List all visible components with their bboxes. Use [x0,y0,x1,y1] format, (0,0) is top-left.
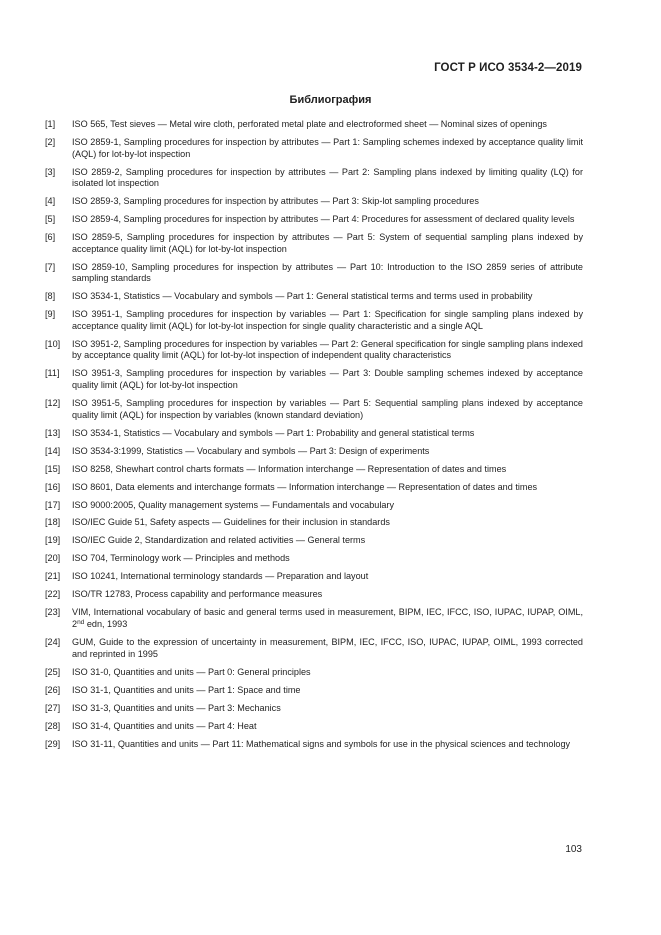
bibliography-entry [45,482,583,494]
entry-text [72,262,583,285]
entry-number: [19] [45,535,61,546]
bibliography-entry [45,214,583,226]
entry-superscript: nd [77,619,85,626]
entry-number: [25] [45,666,61,677]
entry-text-main: GUM, Guide to the expression of uncertainty in measurement, BIPM, IEC, IFCC, ISO, IUPAC, IUPAP, OIML, 1993 corrected and reprinted in 1995 [72,636,583,659]
entry-number: [3] [45,166,56,177]
entry-text [72,667,583,679]
entry-text-main: ISO 2859-10, Sampling procedures for inspection by attributes — Part 10: Introduction to the ISO 2859 series of attribute sampling standards [72,261,583,284]
bibliography-entry [45,721,583,733]
entry-number: [26] [45,684,61,695]
entry-text-main: ISO 9000:2005, Quality management systems — Fundamentals and vocabulary [72,499,394,510]
entry-text-main: VIM, International vocabulary of basic and general terms used in measurement, BIPM, IEC, IFCC, ISO, IUPAC, IUPAP, OIML, 2 [72,607,583,629]
entry-text [72,535,583,547]
entry-number: [27] [45,702,61,713]
entry-text-main: ISO 2859-3, Sampling procedures for inspection by attributes — Part 3: Skip-lot sampling procedures [72,196,479,207]
entry-text [72,553,583,565]
entry-number: [7] [45,261,56,272]
entry-text [72,196,583,208]
entry-text [72,446,583,458]
entry-text [72,482,583,494]
entry-text-main: ISO 3951-2, Sampling procedures for inspection by variables — Part 2: General specification for single sampling plans indexed by acceptance quality limit (AQL) for lot-by-lot inspection of independent quality characteristics [72,338,583,361]
entry-number: [22] [45,589,61,600]
entry-text [72,291,583,303]
entry-number: [17] [45,499,61,510]
document-code-header: ГОСТ Р ИСО 3534-2—2019 [434,62,582,74]
entry-number: [5] [45,214,56,225]
entry-number: [2] [45,136,56,147]
entry-text-main: ISO 31-3, Quantities and units — Part 3: Mechanics [72,702,281,713]
bibliography-entry [45,571,583,583]
bibliography-entry [45,685,583,697]
entry-number: [10] [45,338,61,349]
bibliography-entry [45,446,583,458]
entry-text [72,517,583,529]
entry-text-main: ISO 31-11, Quantities and units — Part 11: Mathematical signs and symbols for use in the physical sciences and technology [72,738,571,749]
entry-text-main: ISO 2859-5, Sampling procedures for inspection by attributes — Part 5: System of sequential sampling plans indexed by acceptance quality limit (AQL) for lot-by-lot inspection [72,232,583,254]
bibliography-entry [45,309,583,332]
entry-number: [21] [45,571,61,582]
entry-text [72,500,583,512]
bibliography-entry [45,517,583,529]
entry-text [72,685,583,697]
entry-number: [24] [45,636,61,647]
bibliography-entry [45,607,583,630]
entry-text [72,637,583,660]
entry-text-main: ISO/IEC Guide 51, Safety aspects — Guidelines for their inclusion in standards [72,517,390,528]
entry-text [72,137,583,160]
entry-number: [20] [45,553,61,564]
entry-text [72,739,583,751]
bibliography-entry [45,119,583,131]
entry-number: [13] [45,427,61,438]
bibliography-entry [45,196,583,208]
bibliography-entry [45,398,583,421]
bibliography-entry [45,535,583,547]
bibliography-entry [45,589,583,601]
entry-text-main: ISO 3534-1, Statistics — Vocabulary and symbols — Part 1: General statistical terms and terms used in probability [72,291,533,302]
entry-text-main: ISO 565, Test sieves — Metal wire cloth, perforated metal plate and electroformed sheet — Nominal sizes of openings [72,119,547,129]
bibliography-entry [45,167,583,190]
bibliography-entry [45,703,583,715]
entry-text [72,589,583,601]
entry-text-main: ISO 31-4, Quantities and units — Part 4: Heat [72,720,257,731]
entry-number: [4] [45,196,56,207]
bibliography-entry [45,339,583,362]
entry-text-main: ISO 3534-1, Statistics — Vocabulary and symbols — Part 1: Probability and general statistical terms [72,427,475,438]
entry-text-main: ISO 10241, International terminology standards — Preparation and layout [72,571,369,582]
entry-number: [6] [45,232,56,243]
entry-text [72,167,583,190]
entry-text [72,339,583,362]
entry-number: [11] [45,368,60,379]
entry-text [72,607,583,630]
entry-text-main: ISO 8601, Data elements and interchange formats — Information interchange — Representation of dates and times [72,481,538,492]
entry-text [72,119,583,131]
entry-text-main: ISO 2859-1, Sampling procedures for inspection by attributes — Part 1: Sampling schemes indexed by acceptance quality limit (AQL) for lot-by-lot inspection [72,136,583,159]
entry-number: [1] [45,119,56,129]
bibliography-entry [45,637,583,660]
entry-text-main: ISO 31-0, Quantities and units — Part 0: General principles [72,666,311,677]
bibliography-entry [45,464,583,476]
entry-number: [16] [45,481,61,492]
entry-text [72,464,583,476]
entry-text [72,703,583,715]
entry-number: [29] [45,738,61,749]
entry-text-main: ISO 8258, Shewhart control charts formats — Information interchange — Representation of dates and times [72,463,507,474]
entry-number: [9] [45,309,56,320]
entry-text [72,398,583,421]
entry-number: [23] [45,607,61,618]
page-number: 103 [565,844,582,855]
entry-number: [18] [45,517,61,528]
entry-text [72,368,583,391]
bibliography-list [45,119,583,756]
entry-text-main: ISO 3951-5, Sampling procedures for inspection by variables — Part 5: Sequential sampling plans indexed by acceptance quality limit (AQL) for inspection by variables (known standard deviation) [72,397,583,420]
entry-text-main: ISO/IEC Guide 2, Standardization and related activities — General terms [72,535,366,546]
bibliography-entry [45,232,583,255]
entry-number: [12] [45,397,61,408]
bibliography-entry [45,262,583,285]
entry-text [72,571,583,583]
entry-text [72,214,583,226]
bibliography-entry [45,291,583,303]
entry-number: [15] [45,463,61,474]
bibliography-entry [45,500,583,512]
entry-number: [14] [45,445,61,456]
bibliography-entry [45,428,583,440]
entry-text [72,428,583,440]
bibliography-entry [45,667,583,679]
entry-text-main: ISO 31-1, Quantities and units — Part 1: Space and time [72,684,301,695]
entry-text-main: ISO 3951-3, Sampling procedures for inspection by variables — Part 3: Double sampling schemes indexed by acceptance quality limit (AQL) for lot-by-lot inspection [72,368,583,390]
bibliography-entry [45,553,583,565]
bibliography-entry [45,137,583,160]
entry-text-main: ISO 3534-3:1999, Statistics — Vocabulary and symbols — Part 3: Design of experiments [72,445,430,456]
section-title: Библиография [289,94,372,106]
entry-text [72,232,583,255]
entry-text [72,309,583,332]
entry-number: [8] [45,291,56,302]
entry-text-main: ISO 2859-2, Sampling procedures for inspection by attributes — Part 2: Sampling plans indexed by limiting quality (LQ) for isolated lot inspection [72,166,583,189]
entry-text-main: ISO 3951-1, Sampling procedures for inspection by variables — Part 1: Specification for single sampling plans indexed by acceptance quality limit (AQL) for lot-by-lot inspection for single quality characteristic and a single AQL [72,309,583,331]
bibliography-entry [45,739,583,751]
entry-text-main: ISO 2859-4, Sampling procedures for inspection by attributes — Part 4: Procedures for assessment of declared quality levels [72,214,575,225]
entry-text-main: ISO/TR 12783, Process capability and performance measures [72,589,323,600]
entry-text-tail: edn, 1993 [84,619,128,629]
bibliography-entry [45,368,583,391]
entry-number: [28] [45,720,61,731]
entry-text-main: ISO 704, Terminology work — Principles and methods [72,553,290,564]
entry-text [72,721,583,733]
